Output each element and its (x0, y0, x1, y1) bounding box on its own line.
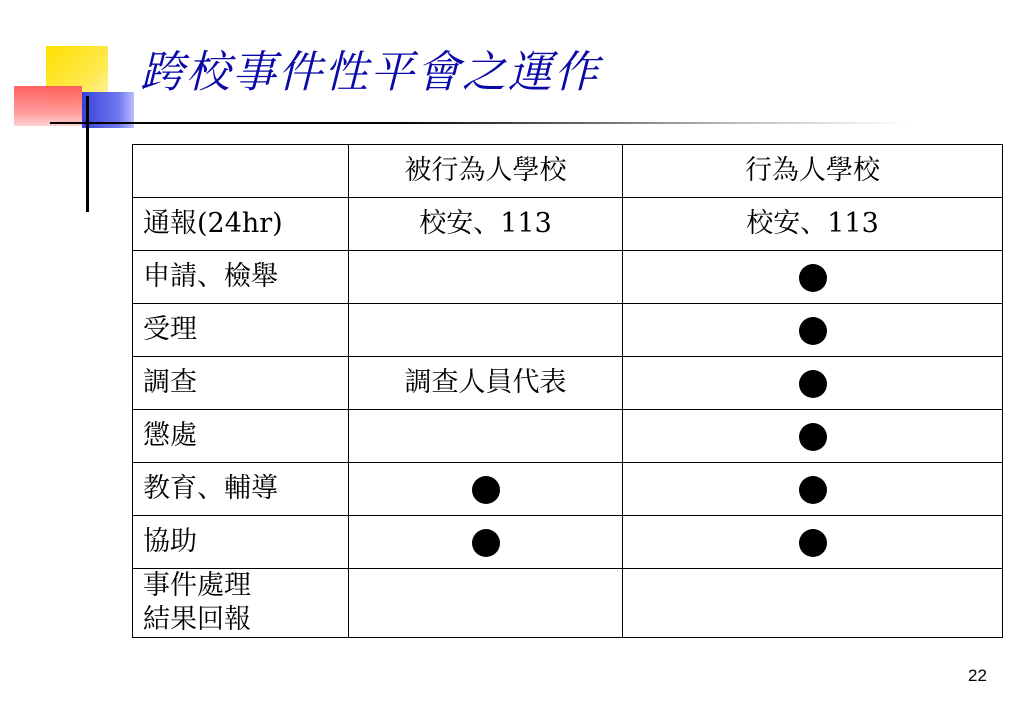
victim-school-cell (349, 463, 623, 516)
row-label (133, 357, 349, 410)
victim-school-cell: 調查人員代表 (349, 357, 623, 410)
actor-school-cell (623, 569, 1003, 638)
row-label-line: 申請、檢舉 (143, 261, 278, 293)
row-label-line: 受理 (143, 314, 197, 346)
victim-school-cell (349, 304, 623, 357)
row-label (133, 410, 349, 463)
header-victim-school: 被行為人學校 (349, 145, 623, 198)
row-label-line: 通報(24hr) (143, 208, 283, 240)
row-label-line: 懲處 (143, 420, 197, 452)
row-label (133, 198, 349, 251)
header-cell-empty (133, 145, 349, 198)
table-header-row (133, 145, 1003, 198)
table-row (133, 251, 1003, 304)
table-row (133, 357, 1003, 410)
actor-school-cell (623, 410, 1003, 463)
actor-school-cell: 校安、113 (623, 198, 1003, 251)
filled-circle-icon (472, 476, 500, 504)
filled-circle-icon (472, 529, 500, 557)
table-row (133, 198, 1003, 251)
row-label (133, 516, 349, 569)
decor-red-square (14, 86, 82, 126)
row-label-line: 事件處理 (143, 570, 251, 601)
table-row (133, 304, 1003, 357)
row-label-line: 協助 (143, 526, 197, 558)
actor-school-cell (623, 304, 1003, 357)
row-label (133, 463, 349, 516)
operation-table (132, 144, 1003, 638)
victim-school-cell (349, 516, 623, 569)
actor-school-cell (623, 251, 1003, 304)
table-row (133, 569, 1003, 638)
row-label (133, 569, 349, 638)
table-row (133, 516, 1003, 569)
slide-title: 跨校事件性平會之運作 (140, 47, 600, 98)
filled-circle-icon (799, 264, 827, 292)
title-underline (50, 122, 910, 124)
row-label (133, 251, 349, 304)
table-row (133, 410, 1003, 463)
actor-school-cell (623, 516, 1003, 569)
table-row (133, 463, 1003, 516)
page-number: 22 (968, 666, 987, 685)
filled-circle-icon (799, 476, 827, 504)
actor-school-cell (623, 463, 1003, 516)
filled-circle-icon (799, 317, 827, 345)
header-actor-school: 行為人學校 (623, 145, 1003, 198)
actor-school-cell (623, 357, 1003, 410)
filled-circle-icon (799, 529, 827, 557)
row-label-line: 結果回報 (143, 603, 251, 635)
filled-circle-icon (799, 423, 827, 451)
decor-vertical-line (86, 96, 89, 212)
filled-circle-icon (799, 370, 827, 398)
victim-school-cell (349, 251, 623, 304)
victim-school-cell (349, 569, 623, 638)
victim-school-cell (349, 410, 623, 463)
row-label-line: 調查 (143, 367, 197, 399)
row-label (133, 304, 349, 357)
row-label-line: 教育、輔導 (143, 473, 278, 505)
victim-school-cell: 校安、113 (349, 198, 623, 251)
